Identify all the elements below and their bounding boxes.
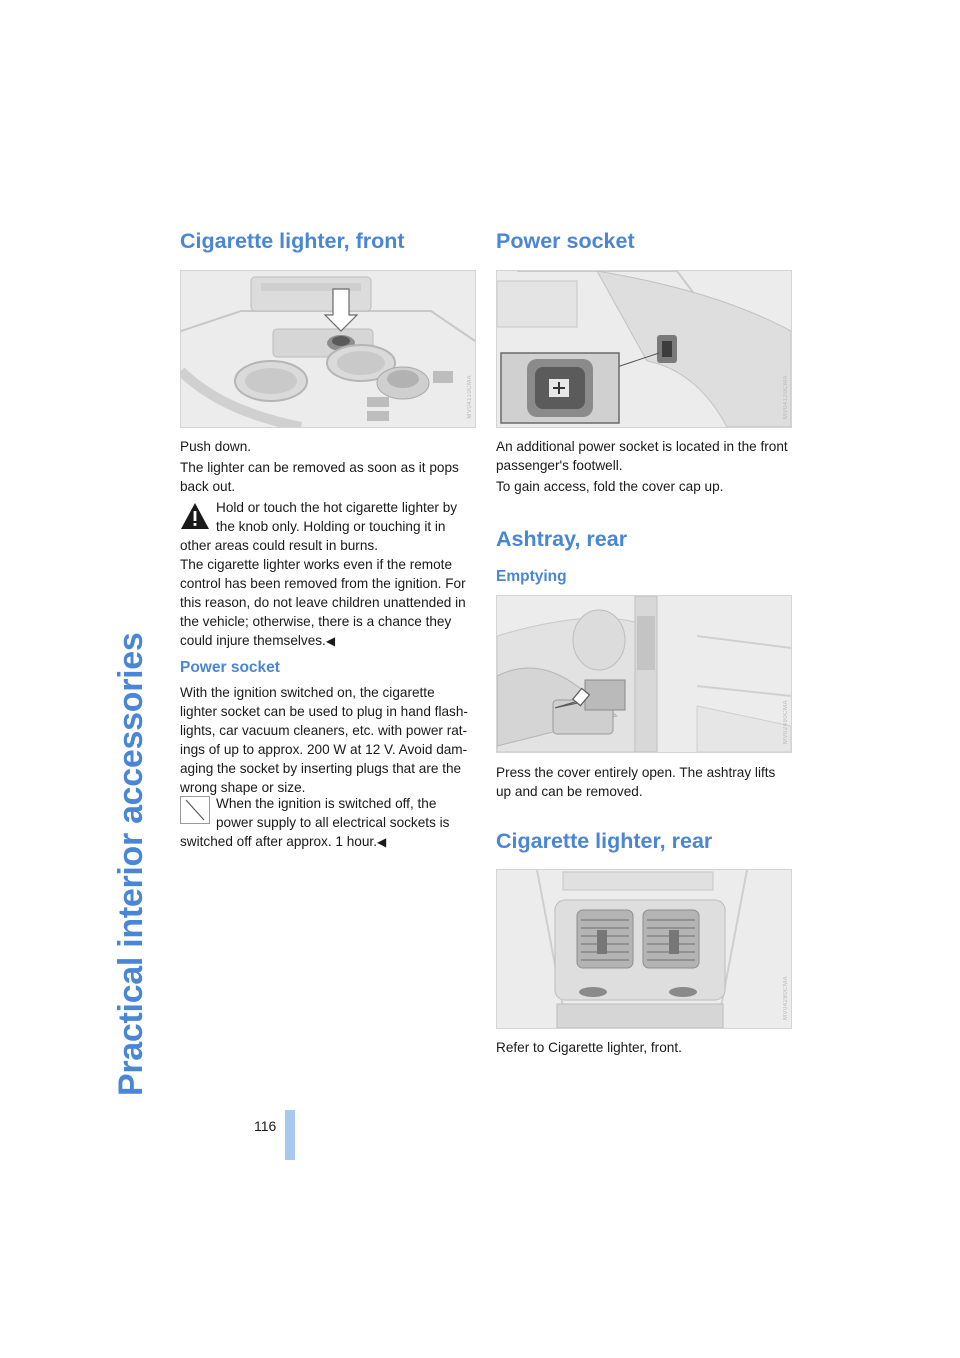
- warning-line-1: Hold or touch the hot cigarette lighter by: [216, 500, 458, 515]
- heading-cigarette-lighter-front: Cigarette lighter, front: [180, 229, 405, 253]
- text-push-down: Push down.: [180, 439, 252, 454]
- rear-console-illustration: [497, 870, 791, 1028]
- warning-line-3: other areas could result in burns.: [180, 538, 378, 553]
- figure-code: MV04280CMA: [783, 975, 789, 1020]
- note-icon: [180, 796, 210, 824]
- text-refer-front: Refer to Cigarette lighter, front.: [496, 1040, 682, 1055]
- note-line-3: [180, 832, 476, 852]
- end-mark: ◀: [325, 634, 336, 648]
- note-line-3-text: switched off after approx. 1 hour.: [180, 834, 377, 849]
- text-lighter-removed: The lighter can be removed as soon as it pops back out.: [180, 460, 459, 494]
- note-line-2: power supply to all electrical sockets is: [216, 815, 450, 830]
- figure-front-lighter: [180, 270, 476, 428]
- heading-power-socket: Power socket: [496, 229, 635, 253]
- subheading-emptying: Emptying: [496, 568, 567, 585]
- warning-paragraph-2: [180, 555, 476, 651]
- heading-ashtray-rear: Ashtray, rear: [496, 527, 628, 551]
- text-press-cover: Press the cover entirely open. The ashtray lifts up and can be removed.: [496, 765, 776, 799]
- warning-line-2: the knob only. Holding or touching it in: [216, 519, 446, 534]
- figure-code: MV04120CMA: [783, 374, 789, 419]
- note-block: [180, 794, 476, 854]
- text-power-socket-usage: With the ignition switched on, the cigarette lighter socket can be used to plug in hand flash-lights, car vacuum cleaners, etc. with power rat-ings of up to approx. 200 W at 12 V. Avoid dam-aging the socket by inserting plugs that are the wrong shape or size.: [180, 685, 468, 795]
- chapter-title-text: Practical interior accessories: [112, 632, 150, 1096]
- figure-power-socket: [496, 270, 792, 428]
- figure-rear-lighter: [496, 869, 792, 1029]
- figure-code: MV04110CMA: [467, 375, 473, 419]
- page-number: 116: [254, 1118, 277, 1134]
- rear-door-illustration: [497, 596, 791, 752]
- footwell-illustration: [497, 271, 791, 427]
- front-console-illustration: [181, 271, 475, 427]
- figure-code: MV02490CMA: [783, 699, 789, 744]
- warning-paragraph-2-text: The cigarette lighter works even if the remote control has been removed from the ignition. For this reason, do not leave children unattended in the vehicle; otherwise, there is a chance they could injure themselves.: [180, 557, 466, 648]
- warning-block: [180, 498, 476, 648]
- heading-cigarette-lighter-rear: Cigarette lighter, rear: [496, 829, 713, 853]
- page-number-bar: [285, 1110, 295, 1160]
- subheading-power-socket: Power socket: [180, 659, 280, 676]
- text-additional-socket: An additional power socket is located in the front passenger's footwell.: [496, 439, 788, 473]
- chapter-side-title: [112, 56, 164, 1156]
- text-gain-access: To gain access, fold the cover cap up.: [496, 479, 724, 494]
- figure-ashtray-rear: [496, 595, 792, 753]
- end-mark: ◀: [376, 835, 387, 849]
- warning-triangle-icon: [180, 502, 210, 530]
- note-line-1: When the ignition is switched off, the: [216, 796, 437, 811]
